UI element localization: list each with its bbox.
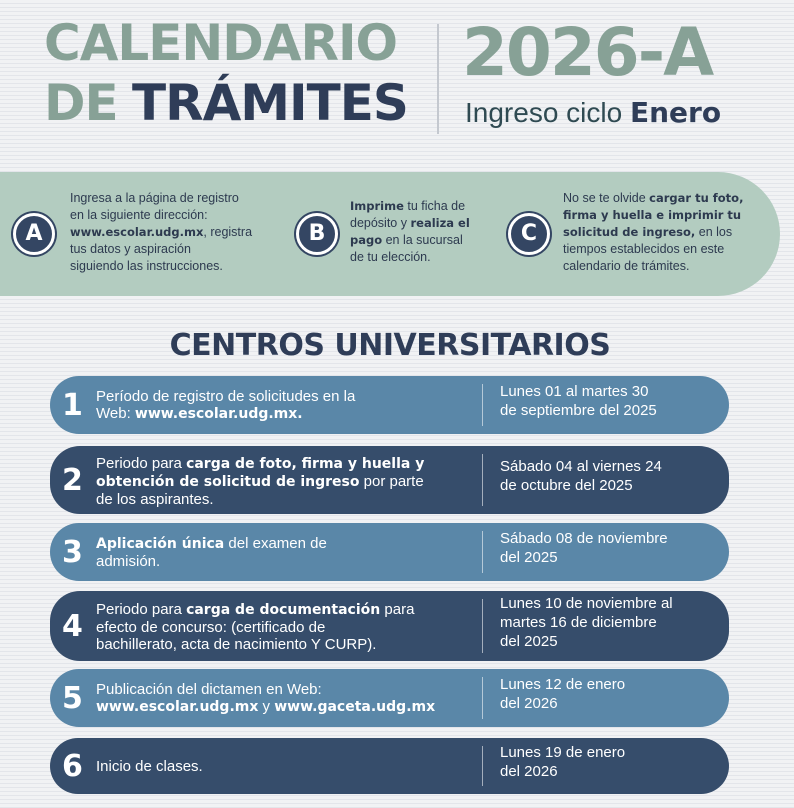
- row-description: [96, 388, 466, 423]
- row-description-line: [96, 405, 466, 423]
- schedule-row: [50, 523, 729, 581]
- row-description-segment: obtención de solicitud de ingreso: [96, 473, 360, 490]
- step-c-segment: en los: [695, 225, 733, 239]
- row-separator: [482, 454, 483, 506]
- row-description-segment: www.escolar.udg.mx.: [134, 406, 303, 422]
- step-a-line: [70, 224, 290, 241]
- year-label: 2026-A: [462, 14, 713, 91]
- row-description-segment: del examen de: [224, 535, 327, 552]
- row-date-line: Sábado 04 al viernes 24: [500, 458, 662, 475]
- row-description: [96, 758, 466, 775]
- row-description-segment: bachillerato, acta de nacimiento Y CURP).: [96, 635, 377, 653]
- row-description-segment: efecto de concurso: (certificado de: [96, 618, 326, 636]
- row-date: [500, 743, 720, 781]
- row-description-segment: Web:: [96, 405, 135, 422]
- row-description-segment: para: [380, 600, 415, 618]
- step-a-segment: siguiendo las instrucciones.: [70, 259, 223, 273]
- step-a-badge: A: [13, 213, 55, 255]
- row-date-line: del 2025: [500, 632, 558, 650]
- row-description-segment: por parte: [359, 472, 424, 490]
- step-a-line: [70, 258, 290, 275]
- row-date: [500, 382, 720, 420]
- step-c-line: [563, 190, 773, 207]
- step-c-segment: tiempos establecidos en este: [563, 242, 725, 256]
- row-description-segment: Inicio de clases.: [96, 757, 203, 775]
- step-c-line: [563, 258, 773, 275]
- row-date-line: de octubre del 2025: [500, 477, 633, 494]
- row-date-line: del 2025: [500, 549, 558, 566]
- row-description-segment: www.escolar.udg.mx: [96, 699, 259, 715]
- step-c-line: [563, 207, 773, 224]
- subtitle-prefix: Ingreso ciclo: [465, 97, 623, 128]
- row-description-line: [96, 455, 466, 473]
- row-separator: [482, 746, 483, 786]
- row-description-segment: Publicación del dictamen en Web:: [96, 681, 322, 698]
- row-date-line: del 2026: [500, 695, 558, 712]
- row-description-line: [96, 553, 466, 570]
- step-b-line: [350, 215, 500, 232]
- row-date-line: de septiembre del 2025: [500, 402, 657, 419]
- step-a-segment: tus datos y aspiración: [70, 242, 191, 256]
- row-number: 4: [62, 609, 83, 644]
- step-a-segment: en la siguiente dirección:: [70, 208, 208, 222]
- row-description-line: [96, 535, 466, 553]
- row-separator: [482, 677, 483, 719]
- row-description: [96, 681, 466, 716]
- step-a-segment: www.escolar.udg.mx: [70, 225, 204, 239]
- step-c-badge: C: [508, 213, 550, 255]
- row-separator: [482, 384, 483, 426]
- schedule-row: [50, 591, 729, 661]
- row-description-line: [96, 681, 466, 698]
- schedule-row: [50, 376, 729, 434]
- step-a-segment: Ingresa a la página de registro: [70, 191, 239, 205]
- title-tramites: TRÁMITES: [132, 74, 408, 132]
- row-description-line: [96, 758, 466, 775]
- row-date-line: Sábado 08 de noviembre: [500, 530, 668, 547]
- row-date: [500, 675, 720, 713]
- step-a-line: [70, 241, 290, 258]
- row-description-segment: carga de documentación: [186, 601, 381, 618]
- step-b-segment: Imprime: [350, 199, 404, 213]
- row-separator: [482, 531, 483, 573]
- steps-band: [0, 172, 780, 296]
- step-c-line: [563, 241, 773, 258]
- row-description-segment: Periodo para: [96, 600, 187, 618]
- row-date-line: Lunes 10 de noviembre al: [500, 594, 673, 612]
- row-date: [500, 529, 720, 567]
- step-b-segment: pago: [350, 233, 383, 247]
- row-description-segment: Aplicación única: [96, 536, 225, 552]
- row-date: [500, 594, 720, 651]
- title-calendario: CALENDARIO: [44, 14, 398, 72]
- row-number: 5: [62, 681, 83, 716]
- subtitle: [465, 96, 721, 129]
- row-description-segment: de los aspirantes.: [96, 490, 214, 508]
- step-b-line: [350, 232, 500, 249]
- step-c-segment: cargar tu foto,: [649, 191, 744, 205]
- step-a-line: [70, 190, 290, 207]
- schedule-row: [50, 669, 729, 727]
- step-b-line: [350, 198, 500, 215]
- step-b-segment: depósito y: [350, 216, 411, 230]
- step-c-segment: No se te olvide: [563, 191, 650, 205]
- step-b-line: [350, 249, 500, 266]
- step-b-text: [350, 198, 500, 266]
- step-a-line: [70, 207, 290, 224]
- row-number: 2: [62, 463, 83, 498]
- row-date-line: Lunes 19 de enero: [500, 744, 626, 761]
- row-date-line: Lunes 01 al martes 30: [500, 383, 649, 400]
- step-b-segment: realiza el: [410, 216, 470, 230]
- schedule-row: [50, 446, 729, 514]
- row-description-segment: Período de registro de solicitudes en la: [96, 388, 356, 405]
- row-description-line: [96, 601, 466, 619]
- step-b-segment: en la sucursal: [382, 233, 463, 247]
- row-description-line: [96, 698, 466, 716]
- row-description-line: [96, 388, 466, 405]
- row-date-line: Lunes 12 de enero: [500, 676, 626, 693]
- step-b-segment: tu ficha de: [403, 199, 466, 213]
- step-c-segment: calendario de trámites.: [563, 259, 690, 273]
- title-de: DE: [44, 74, 118, 132]
- row-description-line: [96, 491, 466, 508]
- step-b-segment: de tu elección.: [350, 250, 431, 264]
- row-description-segment: admisión.: [96, 553, 161, 570]
- row-separator: [482, 599, 483, 653]
- step-b-badge: B: [296, 213, 338, 255]
- row-date: [500, 457, 720, 495]
- schedule-row: [50, 738, 729, 794]
- row-description-segment: y: [258, 698, 275, 715]
- row-description-line: [96, 473, 466, 491]
- row-description-segment: www.gaceta.udg.mx: [274, 699, 436, 715]
- row-date-line: del 2026: [500, 763, 558, 780]
- section-title: CENTROS UNIVERSITARIOS: [169, 328, 611, 363]
- row-description: [96, 601, 466, 653]
- row-description-segment: Periodo para: [96, 454, 187, 472]
- row-description-segment: carga de foto, firma y huella y: [186, 455, 425, 472]
- row-description: [96, 535, 466, 570]
- row-number: 6: [62, 749, 83, 784]
- step-c-text: [563, 190, 773, 275]
- row-description: [96, 455, 466, 508]
- row-number: 1: [62, 388, 83, 423]
- step-a-segment: , registra: [203, 225, 253, 239]
- step-c-segment: solicitud de ingreso,: [563, 225, 696, 239]
- row-date-line: martes 16 de diciembre: [500, 613, 657, 631]
- subtitle-bold: Enero: [629, 96, 722, 129]
- step-a-text: [70, 190, 290, 275]
- step-c-segment: firma y huella e imprimir tu: [563, 208, 742, 222]
- row-description-line: [96, 636, 466, 653]
- row-number: 3: [62, 535, 83, 570]
- header-divider: [437, 24, 439, 134]
- row-description-line: [96, 619, 466, 636]
- step-c-line: [563, 224, 773, 241]
